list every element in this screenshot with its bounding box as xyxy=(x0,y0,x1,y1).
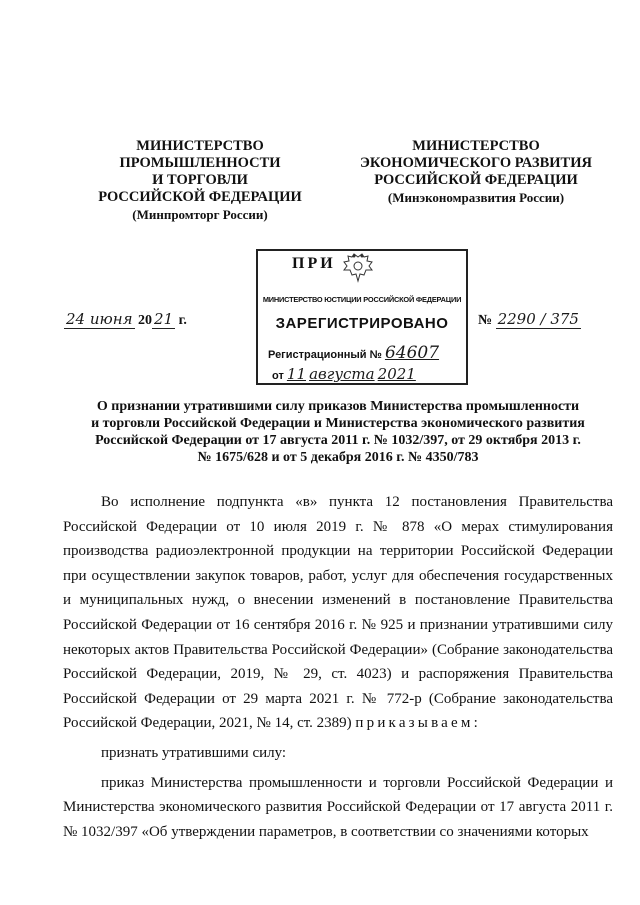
header-line: ПРОМЫШЛЕННОСТИ xyxy=(119,155,281,171)
body-paragraph xyxy=(63,490,613,736)
order-date-suffix: г. xyxy=(178,313,187,328)
stamp-reg-label: Регистрационный № xyxy=(268,349,382,361)
header-line: МИНИСТЕРСТВО xyxy=(136,138,264,154)
header-line: ЭКОНОМИЧЕСКОГО РАЗВИТИЯ xyxy=(360,155,592,171)
header-line: РОССИЙСКОЙ ФЕДЕРАЦИИ xyxy=(98,189,302,205)
header-line: И ТОРГОВЛИ xyxy=(152,172,248,188)
header-line: РОССИЙСКОЙ ФЕДЕРАЦИИ xyxy=(374,172,578,188)
title-line: О признании утратившими силу приказов Министерства промышленности xyxy=(96,399,580,414)
order-date-day-month: 24 июня xyxy=(66,310,133,328)
stamp-registration-line xyxy=(268,343,439,363)
body-paragraph: приказ Министерства промышленности и торговли Российской Федерации и Министерства экономического развития Российской Федерации от 17 августа 2011 г. № 1032/397 «Об утверждении параметров, в соответствии со значениями которых xyxy=(63,774,613,840)
document-type: ПРИ xyxy=(292,255,336,272)
registration-stamp xyxy=(256,249,468,385)
coat-of-arms-icon xyxy=(342,253,374,283)
stamp-status: ЗАРЕГИСТРИРОВАНО xyxy=(275,315,449,332)
title-line: и торговли Российской Федерации и Министерства экономического развития xyxy=(91,416,585,431)
document-title xyxy=(60,398,616,466)
stamp-date-month: августа xyxy=(309,365,375,383)
order-number-label: № xyxy=(478,313,493,328)
ministry-industry-header xyxy=(82,138,318,223)
stamp-ministry-name: МИНИСТЕРСТВО ЮСТИЦИИ РОССИЙСКОЙ ФЕДЕРАЦИИ xyxy=(262,295,462,304)
order-date xyxy=(64,310,187,329)
order-number-value: 2290 / 375 xyxy=(497,310,579,328)
document-body xyxy=(63,490,613,844)
ministry-economy-header xyxy=(340,138,612,206)
header-abbreviation: (Минпромторг России) xyxy=(132,207,268,222)
stamp-date-day: 11 xyxy=(286,365,306,383)
header-abbreviation: (Минэкономразвития России) xyxy=(387,190,565,205)
body-paragraph: признать утратившими силу: xyxy=(101,744,287,761)
stamp-date-line xyxy=(272,365,416,383)
order-number xyxy=(478,310,581,329)
stamp-date-year: 2021 xyxy=(377,365,416,383)
title-line: № 1675/628 и от 5 декабря 2016 г. № 4350/783 xyxy=(197,450,479,465)
order-date-year-suffix: 21 xyxy=(154,310,174,328)
order-word: приказываем: xyxy=(355,715,481,732)
title-line: Российской Федерации от 17 августа 2011 г. № 1032/397, от 29 октября 2013 г. xyxy=(95,433,581,448)
order-date-year-prefix: 20 xyxy=(138,313,153,328)
stamp-reg-number: 64607 xyxy=(384,343,440,363)
header-line: МИНИСТЕРСТВО xyxy=(412,138,540,154)
preamble-text: Во исполнение подпункта «в» пункта 12 постановления Правительства Российской Федерации от 10 июля 2019 г. № 878 «О мерах стимулирования производства радиоэлектронной продукции на территории Российской Федерации при осуществлении закупок товаров, работ, услуг для обеспечения государственных и муниципальных нужд, о внесении изменений в постановление Правительства Российской Федерации от 16 сентября 2016 г. № 925 и признании утратившими силу некоторых актов Правительства Российской Федерации» (Собрание законодательства Российской Федерации, 2019, № 29, ст. 4023) и распоряжения Правительства Российской Федерации от 29 марта 2021 г. № 772-р (Собрание законодательства Российской Федерации, 2021, № 14, ст. 2389) xyxy=(63,494,613,732)
stamp-date-prefix: от xyxy=(272,370,284,382)
